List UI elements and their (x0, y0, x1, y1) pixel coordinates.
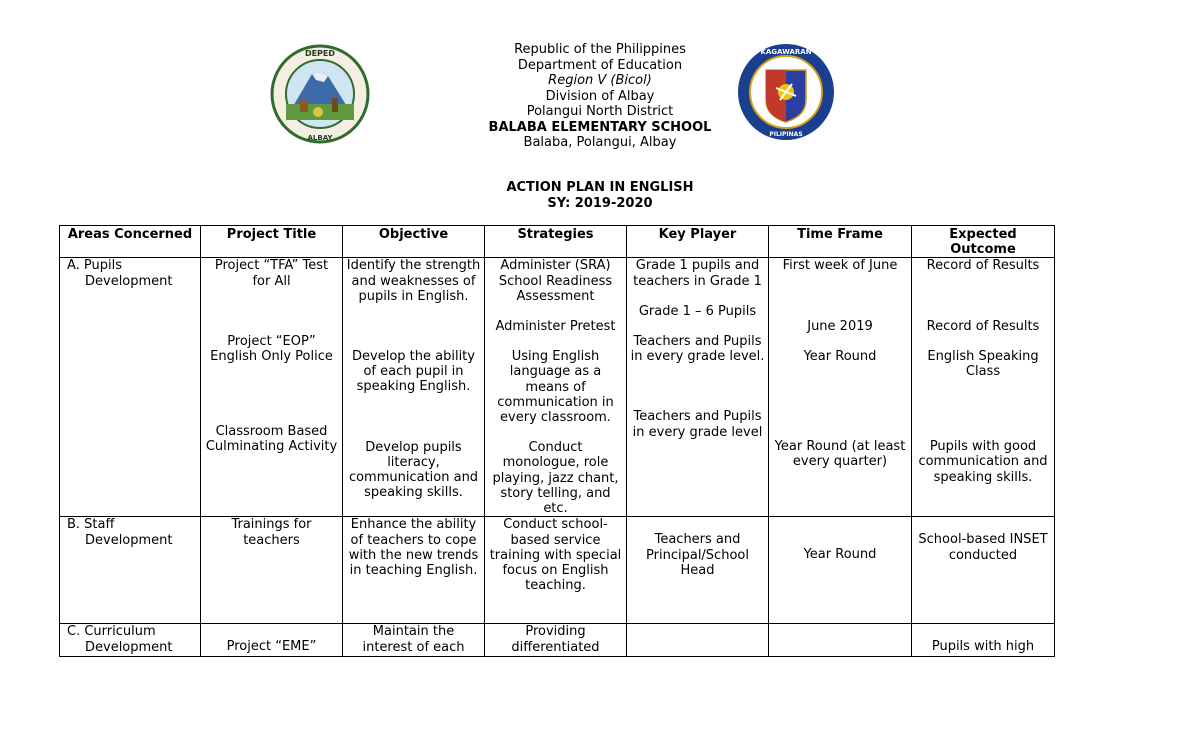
header-time-frame: Time Frame (769, 226, 912, 258)
objective-text: Develop pupils literacy, communication and speaking skills. (348, 439, 479, 501)
project-title: Trainings for teachers (231, 517, 312, 548)
svg-text:ALBAY: ALBAY (307, 134, 333, 142)
header-project-title: Project Title (201, 226, 343, 258)
key-player-cell (627, 517, 769, 624)
header-key-player: Key Player (627, 226, 769, 258)
time-frame-text: First week of June (782, 258, 898, 274)
strategy-text: Administer (SRA) School Readiness Assessment (498, 258, 613, 304)
strategy-text: Conduct school-based service training with special focus on English teaching. (489, 517, 622, 594)
objective-text: Enhance the ability of teachers to cope with the new trends in teaching English. (348, 517, 479, 579)
letterhead-address: Balaba, Polangui, Albay (523, 135, 677, 150)
letterhead-country: Republic of the Philippines (514, 42, 686, 57)
time-frame-cell (769, 624, 912, 657)
key-player-text: Grade 1 pupils and teachers in Grade 1 (633, 258, 762, 289)
area-cell (60, 624, 201, 657)
letterhead-district: Polangui North District (526, 104, 674, 119)
svg-text:PILIPINAS: PILIPINAS (769, 131, 803, 138)
header-strategies: Strategies (485, 226, 627, 258)
svg-text:DEPED: DEPED (304, 49, 336, 58)
strategy-text: Administer Pretest (495, 319, 616, 335)
project-cell (201, 258, 343, 517)
expected-outcome-cell (912, 624, 1055, 657)
key-player-cell (627, 258, 769, 517)
time-frame-text: Year Round (803, 547, 877, 563)
expected-outcome-text: Pupils with high (931, 639, 1035, 655)
svg-text:KAGAWARAN: KAGAWARAN (760, 48, 812, 56)
time-frame-cell (769, 258, 912, 517)
objective-text: Maintain the interest of each (362, 624, 465, 655)
table-header-row (60, 226, 1055, 258)
time-frame-text: June 2019 (807, 318, 873, 334)
strategy-cell (485, 624, 627, 657)
objective-text: Identify the strength and weaknesses of pupils in English. (346, 258, 481, 304)
strategy-text: Using English language as a means of communication in every classroom. (497, 349, 614, 426)
action-plan-table (59, 225, 1055, 657)
area-label-continued: Development (85, 273, 173, 289)
objective-text: Develop the ability of each pupil in speaking English. (352, 349, 475, 395)
expected-outcome-text: Pupils with good communication and speaking skills. (918, 439, 1048, 485)
table-row (60, 258, 1055, 517)
table-row (60, 624, 1055, 657)
expected-outcome-cell (912, 258, 1055, 517)
project-cell (201, 517, 343, 624)
project-title: Classroom Based Culminating Activity (205, 424, 338, 455)
area-label: A. Pupils (67, 258, 123, 274)
strategy-cell (485, 517, 627, 624)
project-title: Project “EME” (226, 639, 317, 655)
expected-outcome-text: Record of Results (926, 318, 1040, 334)
key-player-cell (627, 624, 769, 657)
expected-outcome-cell (912, 517, 1055, 624)
strategy-text: Providing differentiated (511, 624, 600, 655)
letterhead-region: Region V (Bicol) (548, 73, 652, 88)
table-row (60, 517, 1055, 624)
time-frame-cell (769, 517, 912, 624)
letterhead (0, 42, 1200, 151)
strategy-cell (485, 258, 627, 517)
key-player-text: Teachers and Principal/School Head (646, 532, 749, 578)
project-cell (201, 624, 343, 657)
time-frame-text: Year Round (at least every quarter) (774, 439, 906, 470)
key-player-text: Teachers and Pupils in every grade level. (630, 334, 765, 365)
header-objective: Objective (343, 226, 485, 258)
header-areas-concerned: Areas Concerned (60, 226, 201, 258)
area-label-continued: Development (85, 639, 173, 655)
project-title: Project “TFA” Test for All (214, 258, 329, 289)
document-title (0, 180, 1200, 211)
area-label-continued: Development (85, 532, 173, 548)
area-cell (60, 258, 201, 517)
letterhead-division: Division of Albay (545, 88, 655, 104)
document-title-line1: ACTION PLAN IN ENGLISH (506, 180, 694, 195)
area-label: C. Curriculum (67, 624, 156, 640)
key-player-text: Teachers and Pupils in every grade level (632, 409, 763, 440)
letterhead-school-name: BALABA ELEMENTARY SCHOOL (488, 119, 712, 135)
objective-cell (343, 258, 485, 517)
key-player-text: Grade 1 – 6 Pupils (638, 303, 757, 319)
document-title-line2: SY: 2019-2020 (547, 195, 653, 211)
objective-cell (343, 517, 485, 624)
expected-outcome-text: English Speaking Class (927, 348, 1039, 380)
objective-cell (343, 624, 485, 657)
area-label: B. Staff (67, 517, 115, 533)
expected-outcome-text: School-based INSET conducted (918, 532, 1048, 563)
area-cell (60, 517, 201, 624)
project-title: Project “EOP” English Only Police (210, 333, 333, 365)
expected-outcome-text: Record of Results (926, 258, 1040, 274)
letterhead-department: Department of Education (517, 57, 683, 73)
header-expected-outcome: Expected Outcome (912, 226, 1055, 258)
time-frame-text: Year Round (803, 348, 877, 364)
strategy-text: Conduct monologue, role playing, jazz chant, story telling, and etc. (492, 440, 619, 517)
